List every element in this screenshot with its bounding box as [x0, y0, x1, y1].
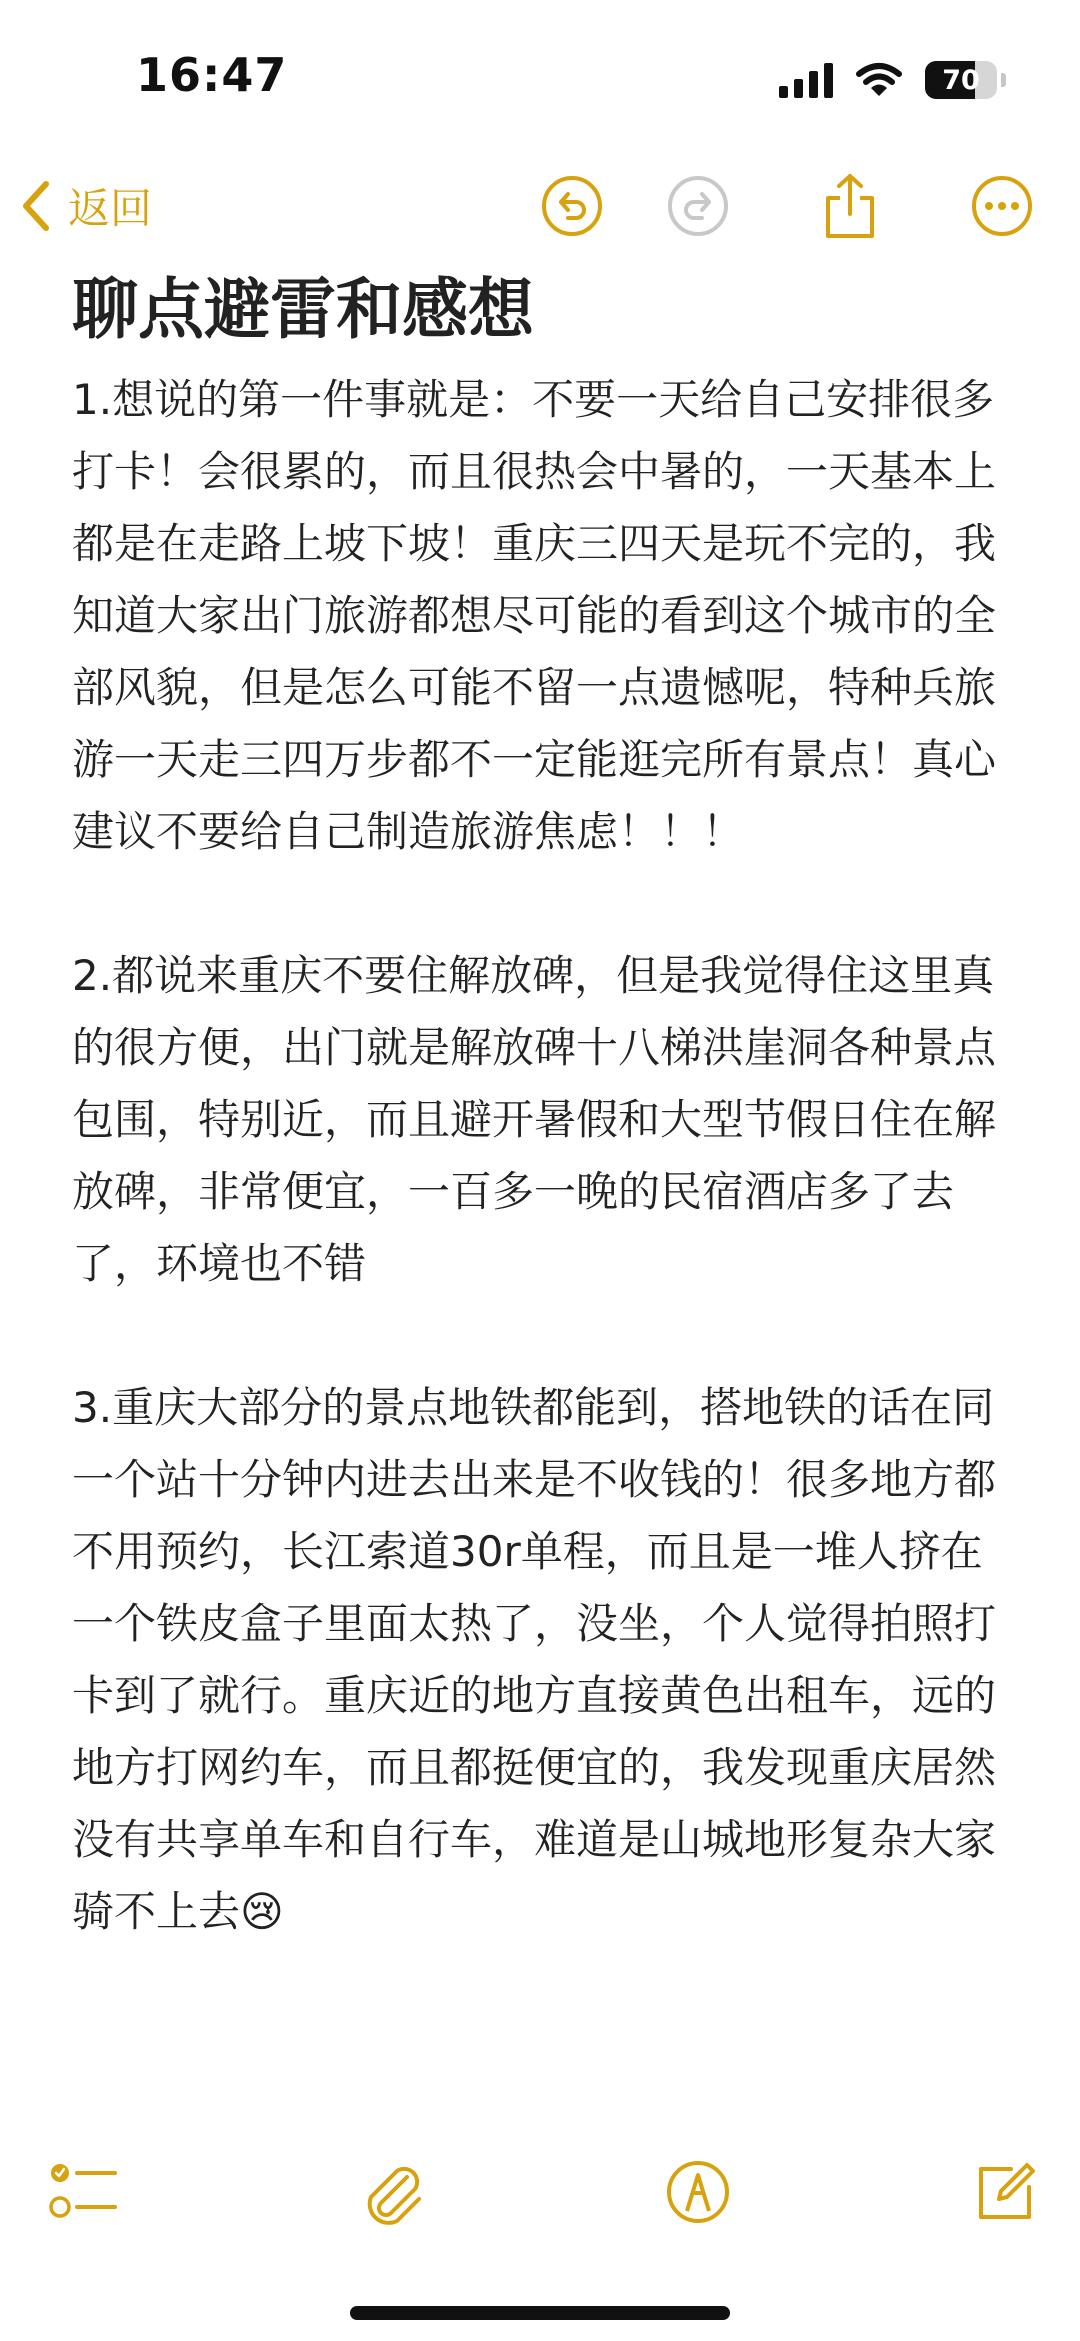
undo-button[interactable]	[538, 172, 606, 240]
note-body[interactable]	[72, 270, 1012, 2120]
back-button[interactable]	[22, 176, 152, 236]
markup-pen-icon	[665, 2159, 731, 2225]
wifi-icon	[855, 62, 903, 98]
attachment-button[interactable]	[354, 2154, 430, 2230]
redo-button[interactable]	[664, 172, 732, 240]
note-title[interactable]: 聊点避雷和感想	[72, 271, 534, 348]
note-paragraph-1[interactable]: 1.想说的第一件事就是：不要一天给自己安排很多打卡！会很累的，而且很热会中暑的，一天基本上都是在走路上坡下坡！重庆三四天是玩不完的，我知道大家出门旅游都想尽可能的看到这个城市的全部风貌，但是怎么可能不留一点遗憾呢，特种兵旅游一天走三四万步都不一定能逛完所有景点！真心建议不要给自己制造旅游焦虑！！！	[72, 375, 997, 856]
undo-icon	[540, 174, 604, 238]
compose-icon	[971, 2159, 1037, 2225]
paperclip-icon	[359, 2157, 425, 2227]
bottom-toolbar	[0, 2140, 1080, 2240]
home-indicator	[350, 2306, 730, 2320]
battery-level-text: 70	[942, 64, 980, 96]
share-button[interactable]	[816, 172, 884, 240]
compose-button[interactable]	[966, 2154, 1042, 2230]
battery-cap	[1001, 73, 1006, 87]
note-paragraph-2[interactable]: 2.都说来重庆不要住解放碑，但是我觉得住这里真的很方便，出门就是解放碑十八梯洪崖洞各种景点包围，特别近，而且避开暑假和大型节假日住在解放碑，非常便宜，一百多一晚的民宿酒店多了去了，环境也不错	[72, 951, 997, 1288]
status-bar	[0, 0, 1080, 150]
chevron-left-icon	[22, 180, 50, 232]
battery-icon	[925, 61, 997, 99]
status-time: 16:47	[136, 48, 288, 102]
nav-bar	[0, 150, 1080, 270]
back-label: 返回	[68, 184, 153, 233]
redo-icon	[666, 174, 730, 238]
signal-icon	[779, 62, 833, 98]
more-icon	[970, 174, 1034, 238]
more-button[interactable]	[968, 172, 1036, 240]
status-icons	[779, 58, 1006, 102]
checklist-button[interactable]	[46, 2154, 122, 2230]
share-icon	[820, 172, 880, 240]
checklist-icon	[49, 2159, 119, 2225]
markup-button[interactable]	[660, 2154, 736, 2230]
note-paragraph-3[interactable]: 3.重庆大部分的景点地铁都能到，搭地铁的话在同一个站十分钟内进去出来是不收钱的！很多地方都不用预约，长江索道30r单程，而且是一堆人挤在一个铁皮盒子里面太热了，没坐，个人觉得拍照打卡到了就行。重庆近的地方直接黄色出租车，远的地方打网约车，而且都挺便宜的，我发现重庆居然没有共享单车和自行车，难道是山城地形复杂大家骑不上去😢	[72, 1383, 997, 1936]
